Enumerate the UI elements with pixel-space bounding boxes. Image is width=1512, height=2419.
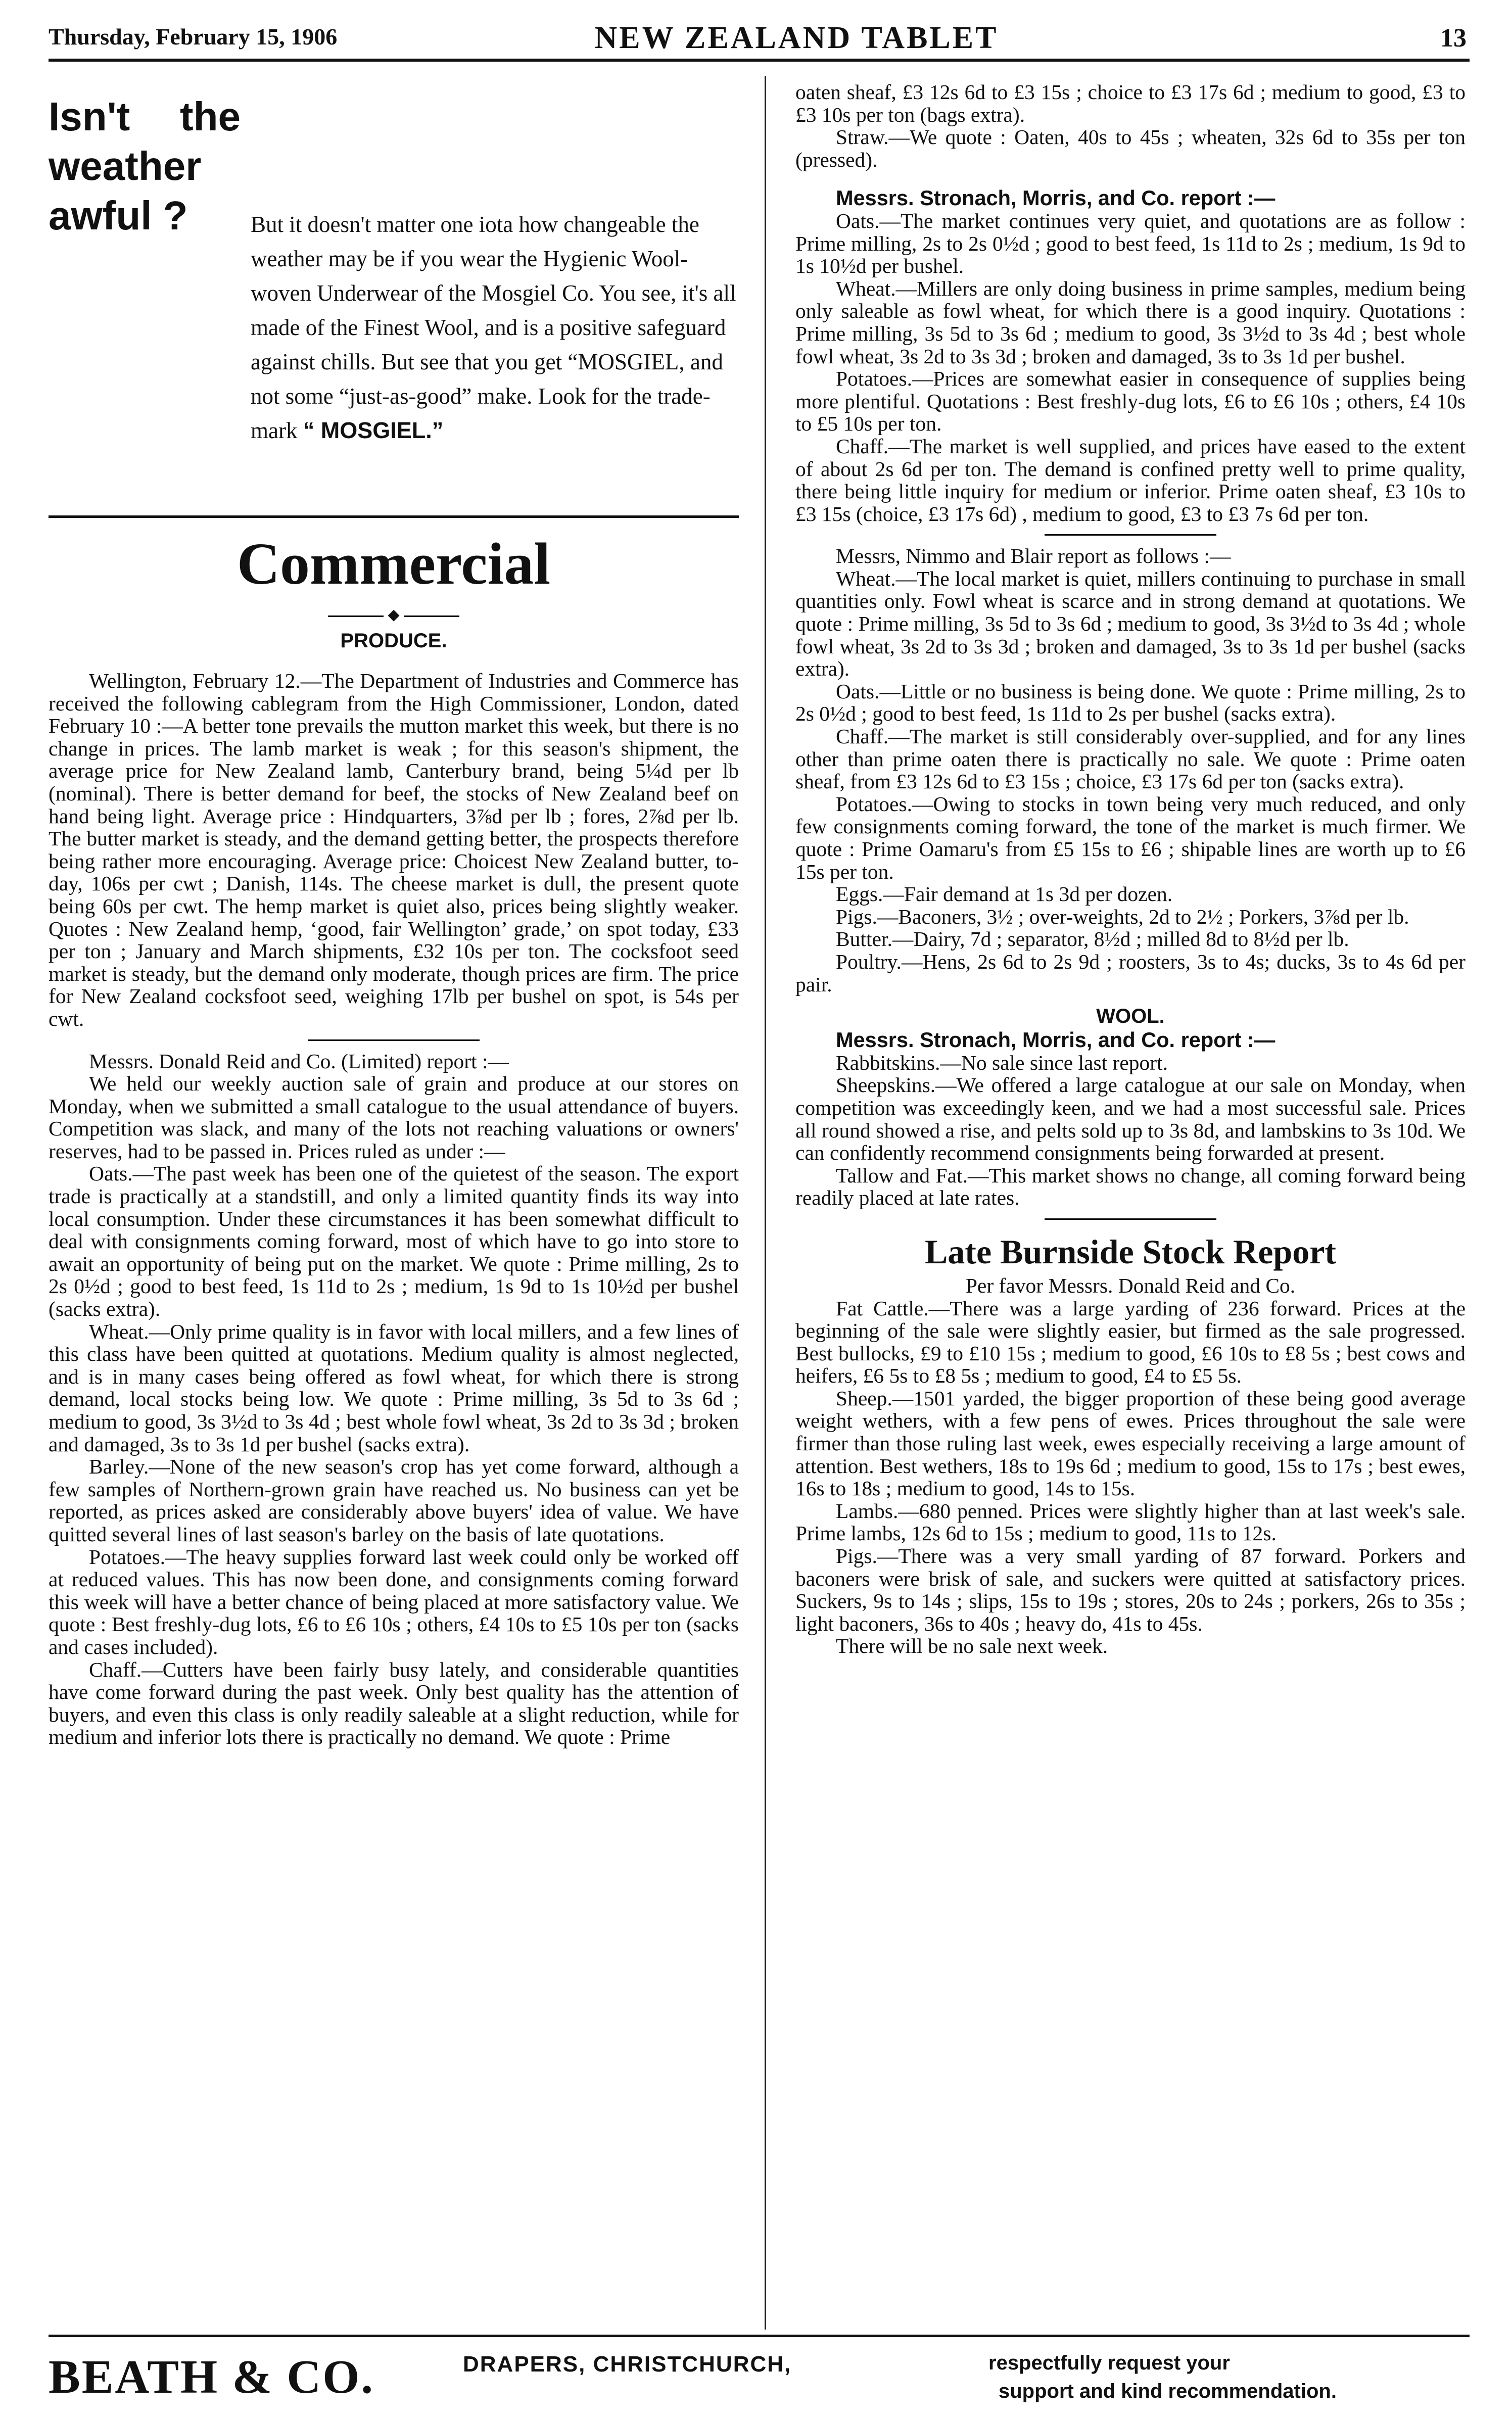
burnside-favor: Per favor Messrs. Donald Reid and Co.	[965, 1273, 1296, 1297]
masthead-rule	[49, 59, 1470, 62]
burnside-sheep: Sheep.—1501 yarded, the bigger proportion of these being good average weight wethers, with a few pens of ewes. Prices throughout the sale were firmer than those ruling last week, ewes especially receiving a large amount of attention. Best wethers, 18s to 19s 6d ; medium to good, 15s to 17s ; best ewes, 16s to 18s ; medium to good, 14s to 15s.	[795, 1386, 1466, 1500]
burnside-lambs: Lambs.—680 penned. Prices were slightly higher than at last week's sale. Prime lambs, 12s 6d to 15s ; medium to good, 11s to 12s.	[795, 1499, 1466, 1545]
footer-support: support and kind recommendation.	[999, 2380, 1337, 2402]
stronach-oats: Oats.—The market continues very quiet, and quotations are as follow : Prime milling, 2s to 2s 0½d ; good to best feed, 1s 11d to 2s ; medium, 1s 9d to 1s 10½d per bushel.	[795, 209, 1466, 278]
chaff-continuation: oaten sheaf, £3 12s 6d to £3 15s ; choice to £3 17s 6d ; medium to good, £3 to £3 10s per ton (bags extra).	[795, 80, 1466, 126]
masthead	[49, 23, 1470, 66]
donald-reid-potatoes: Potatoes.—The heavy supplies forward last week could only be worked off at reduced values. This has now been done, and consignments coming forward this week will have a better chance of being placed at more satisfactory value. We quote : Best freshly-dug lots, £6 to £6 10s ; others, £4 10s to £5 10s per ton (sacks and cases included).	[49, 1545, 739, 1658]
nimmo-poultry: Poultry.—Hens, 2s 6d to 2s 9d ; roosters, 3s to 4s; ducks, 3s to 4s 6d per pair.	[795, 950, 1466, 996]
wool-sheepskins: Sheepskins.—We offered a large catalogue at our sale on Monday, when competition was exceedingly keen, and we had a most successful sale. Prices all round showed a rise, and pelts sold up to 3s 8d, and lambskins to 3s 10d. We can confidently recommend consignments being forwarded at present.	[795, 1073, 1466, 1165]
wool-tallow: Tallow and Fat.—This market shows no change, all coming forward being readily placed at late rates.	[795, 1163, 1466, 1210]
donald-reid-wheat: Wheat.—Only prime quality is in favor with local millers, and a few lines of this class have been quitted at quotations. Medium quality is almost neglected, and is in many cases being offered as fowl wheat, for which there is strong demand, local stocks being low. We quote : Prime milling, 3s 5d to 3s 6d ; medium to good, 3s 3½d to 3s 4d ; best whole fowl wheat, 3s 2d to 3s 3d ; broken and damaged, 3s to 3s 1d per bushel (sacks extra).	[49, 1319, 739, 1456]
footer-rule	[49, 2335, 1470, 2337]
advert-body	[251, 207, 739, 448]
burnside-no-sale: There will be no sale next week.	[836, 1634, 1108, 1658]
nimmo-blair-heading: Messrs, Nimmo and Blair report as follows :—	[836, 544, 1231, 568]
straw-quote: Straw.—We quote : Oaten, 40s to 45s ; wheaten, 32s 6d to 35s per ton (pressed).	[795, 125, 1466, 171]
advert-text: But it doesn't matter one iota how changeable the weather may be if you wear the Hygienic Wool-woven Underwear of the Mosgiel Co. You see, it's all made of the Finest Wool, and is a positive safeguard against chills. But see that you get “MOSGIEL, and not some “just-as-good” make. Look for the trade-mark	[251, 212, 736, 443]
wool-heading: Messrs. Stronach, Morris, and Co. report :—	[836, 1028, 1275, 1052]
nimmo-butter: Butter.—Dairy, 7d ; separator, 8½d ; milled 8d to 8½d per lb.	[836, 927, 1349, 951]
footer-advert	[49, 2335, 1470, 2405]
footer-drapers: DRAPERS, CHRISTCHURCH,	[463, 2352, 792, 2377]
nimmo-chaff: Chaff.—The market is still considerably over-supplied, and for any lines other than prime oaten there is practically no sale. We quote : Prime oaten sheaf, from £3 12s 6d to £3 15s ; choice, £3 17s 6d per ton (sacks extra).	[795, 725, 1466, 793]
wool-subhead: WOOL.	[1096, 1005, 1165, 1028]
donald-reid-barley: Barley.—None of the new season's crop has yet come forward, although a few samples of Northern-grown grain have reached us. No business can yet be reported, as prices asked are considerably above buyers' idea of value. We have quitted several lines of last season's barley on the basis of late quotations.	[49, 1455, 739, 1546]
ornament-divider	[49, 602, 739, 628]
wellington-cablegram: Wellington, February 12.—The Department of Industries and Commerce has received the following cablegram from the High Commissioner, London, dated February 10 :—A better tone prevails the mutton market this week, but there is no change in prices. The lamb market is weak ; for this season's shipment, the average price for New Zealand lamb, Canterbury brand, being 5¼d per lb (nominal). There is better demand for beef, the stocks of New Zealand beef on hand being light. Average price : Hindquarters, 3⅞d per lb ; fores, 2⅞d per lb. The butter market is steady, and the demand getting better, the prospects therefore being rather more encouraging. Average price: Choicest New Zealand butter, to-day, 106s per cwt ; Danish, 114s. The cheese market is dull, the present quote being 60s per cwt. The hemp market is quiet also, prices being slightly weaker. Quotes : New Zealand hemp, ‘good, fair Wellington’ grade,’ on spot today, £33 per ton ; January and March shipments, £32 10s per ton. The cocksfoot seed market is steady, but the demand only moderate, though prices are firm. The price for New Zealand cocksfoot seed, weighing 17lb per bushel on spot, is 54s per cwt.	[49, 669, 739, 1030]
donald-reid-intro: We held our weekly auction sale of grain and produce at our stores on Monday, when we submitted a small catalogue to the usual attendance of buyers. Competition was slack, and many of the lots not reaching valuations or owners' reserves, had to be passed in. Prices ruled as under :—	[49, 1072, 739, 1163]
short-rule	[308, 1039, 480, 1041]
short-rule	[1045, 1218, 1216, 1220]
burnside-title: Late Burnside Stock Report	[924, 1232, 1337, 1271]
burnside-fat-cattle: Fat Cattle.—There was a large yarding of 236 forward. Prices at the beginning of the sale were slightly easier, but firmed as the sale progressed. Best bullocks, £9 to £10 15s ; medium to good, £6 10s to £8 5s ; best cows and heifers, £6 5s to £8 5s ; medium to good, £4 to £5 5s.	[795, 1296, 1466, 1388]
advert-headline: Isn't the weather awful ?	[49, 94, 241, 238]
mosgiel-advertisement	[49, 81, 739, 515]
column-divider	[765, 76, 766, 2330]
advert-trademark: “ MOSGIEL.”	[303, 417, 444, 443]
footer-brand: BEATH & CO.	[49, 2351, 374, 2403]
stronach-produce-heading: Messrs. Stronach, Morris, and Co. report :—	[836, 186, 1275, 210]
donald-reid-heading: Messrs. Donald Reid and Co. (Limited) report :—	[89, 1049, 509, 1073]
section-title: Commercial	[237, 531, 551, 597]
stronach-chaff: Chaff.—The market is well supplied, and prices have eased to the extent of about 2s 6d per ton. The demand is confined pretty well to prime quality, there being little inquiry for medium or inferior. Prime oaten sheaf, £3 10s to £3 15s (choice, £3 17s 6d) , medium to good, £3 to £3 7s 6d per ton.	[795, 434, 1466, 526]
short-rule	[1045, 534, 1216, 536]
stronach-potatoes: Potatoes.—Prices are somewhat easier in consequence of supplies being more plentiful. Quotations : Best freshly-dug lots, £6 to £6 10s ; others, £4 10s to £5 10s per ton.	[795, 367, 1466, 436]
diamond-icon: ◆	[388, 606, 400, 623]
right-column	[795, 81, 1466, 1657]
nimmo-eggs: Eggs.—Fair demand at 1s 3d per dozen.	[836, 882, 1173, 906]
nimmo-pigs: Pigs.—Baconers, 3½ ; over-weights, 2d to 2½ ; Porkers, 3⅞d per lb.	[836, 905, 1409, 928]
nimmo-oats: Oats.—Little or no business is being done. We quote : Prime milling, 2s to 2s 0½d ; good to best feed, 1s 11d to 2s per bushel (sacks extra).	[795, 679, 1466, 726]
nimmo-potatoes: Potatoes.—Owing to stocks in town being very much reduced, and only few consignments coming forward, the tone of the market is much firmer. We quote : Prime Oamaru's from £5 15s to £6 ; shipable lines are worth up to £6 15s per ton.	[795, 792, 1466, 883]
burnside-pigs: Pigs.—There was a very small yarding of 87 forward. Porkers and baconers were brisk of sale, and suckers were quitted at satisfactory prices. Suckers, 9s to 14s ; slips, 15s to 19s ; stores, 20s to 24s ; porkers, 26s to 35s ; light baconers, 36s to 40s ; heavy do, 41s to 45s.	[795, 1544, 1466, 1635]
page-number: 13	[1440, 24, 1467, 53]
donald-reid-chaff: Chaff.—Cutters have been fairly busy lately, and considerable quantities have come forward during the past week. Only best quality has the attention of buyers, and even this class is only readily saleable at a slight reduction, while for medium and inferior lots there is practically no demand. We quote : Prime	[49, 1657, 739, 1749]
issue-date: Thursday, February 15, 1906	[49, 24, 338, 50]
stronach-wheat: Wheat.—Millers are only doing business in prime samples, medium being only saleable as fowl wheat, for which there is a good inquiry. Quotations : Prime milling, 3s 5d to 3s 6d ; medium to good, 3s 3½d to 3s 4d ; best whole fowl wheat, 3s 2d to 3s 3d ; broken and damaged, 3s to 3s 1d per bushel.	[795, 276, 1466, 368]
newspaper-title: NEW ZEALAND TABLET	[594, 21, 999, 55]
produce-subhead: PRODUCE.	[340, 630, 447, 652]
left-column	[49, 81, 739, 1748]
footer-request: respectfully request your	[988, 2352, 1230, 2374]
nimmo-wheat: Wheat.—The local market is quiet, millers continuing to purchase in small quantities only. Fowl wheat is scarce and in strong demand at quotations. We quote : Prime milling, 3s 5d to 3s 6d ; medium to good, 3s 3½d to 3s 4d ; whole fowl wheat, 3s 2d to 3s 3d ; broken and damaged, 3s to 3s 1d per bushel (sacks extra).	[795, 566, 1466, 681]
wool-rabbitskins: Rabbitskins.—No sale since last report.	[836, 1051, 1168, 1074]
donald-reid-oats: Oats.—The past week has been one of the quietest of the season. The export trade is practically at a standstill, and only a limited quantity finds its way into local consumption. Under these circumstances it has been somewhat difficult to deal with consignments coming forward, most of which have to go into store to await an opportunity of being put on the market. We quote : Prime milling, 2s to 2s 0½d ; good to best feed, 1s 11d to 2s ; medium, 1s 9d to 1s 10½d per bushel (sacks extra).	[49, 1162, 739, 1321]
